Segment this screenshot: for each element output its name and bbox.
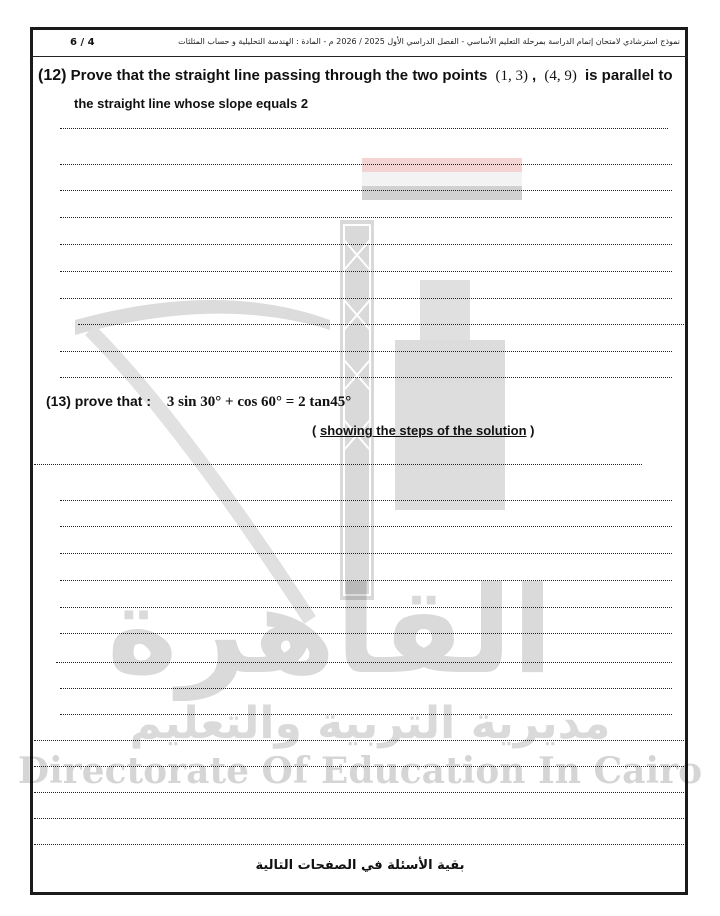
steps-note-text: showing the steps of the solution [319,423,527,438]
point-separator: , [531,67,537,84]
answer-line[interactable] [60,217,672,218]
answer-line[interactable] [60,377,672,378]
answer-line[interactable] [34,464,642,465]
question-12-line-2: the straight line whose slope equals 2 [74,96,309,111]
answer-line[interactable] [34,766,684,767]
answer-line[interactable] [60,553,672,554]
steps-note: ( showing the steps of the solution ) [312,423,535,438]
answer-line[interactable] [60,526,672,527]
answer-line[interactable] [60,351,672,352]
question-12-text-b: is parallel to [585,67,673,84]
point-2: (4, 9) [544,68,577,84]
point-1: (1, 3) [495,68,528,84]
page-border [30,27,688,895]
answer-line[interactable] [60,580,672,581]
watermark-english: Directorate Of Education In Cairo [17,750,703,792]
answer-line[interactable] [60,190,672,191]
watermark-arabic-word: القاهرة [106,562,554,701]
answer-line[interactable] [60,607,672,608]
answer-line[interactable] [60,500,672,501]
answer-line[interactable] [60,714,672,715]
answer-line[interactable] [34,844,684,845]
header-divider [30,56,688,57]
answer-line[interactable] [34,792,684,793]
answer-line[interactable] [34,740,684,741]
answer-line[interactable] [56,662,672,663]
answer-line[interactable] [60,633,672,634]
exam-title: نموذج استرشادي لامتحان إتمام الدراسة بمرحلة التعليم الأساسي - الفصل الدراسي الأول 2025 / 2026 م - المادة : الهندسة التحليلية و حساب المثلثات [178,37,680,46]
question-12-number: (12) [38,67,67,84]
trig-expression: 3 sin 30° + cos 60° = 2 tan45° [166,394,352,410]
answer-line[interactable] [60,164,672,165]
watermark-arabic-sub: مديرية التربية والتعليم [129,698,611,749]
answer-line[interactable] [60,128,668,129]
answer-line[interactable] [78,324,686,325]
question-13 [46,393,666,411]
question-13-number: (13) [46,393,71,409]
continued-note: بقية الأسئلة في الصفحات التالية [255,858,465,873]
answer-line[interactable] [60,688,672,689]
answer-line[interactable] [60,298,672,299]
exam-header-row [34,35,684,51]
page-number: 6 / 4 [70,37,95,48]
question-12-text-a: Prove that the straight line passing through the two points [70,67,488,84]
answer-line[interactable] [34,818,684,819]
question-12 [38,65,688,115]
question-13-label: prove that : [74,393,152,409]
answer-line[interactable] [60,271,672,272]
answer-line[interactable] [60,244,672,245]
